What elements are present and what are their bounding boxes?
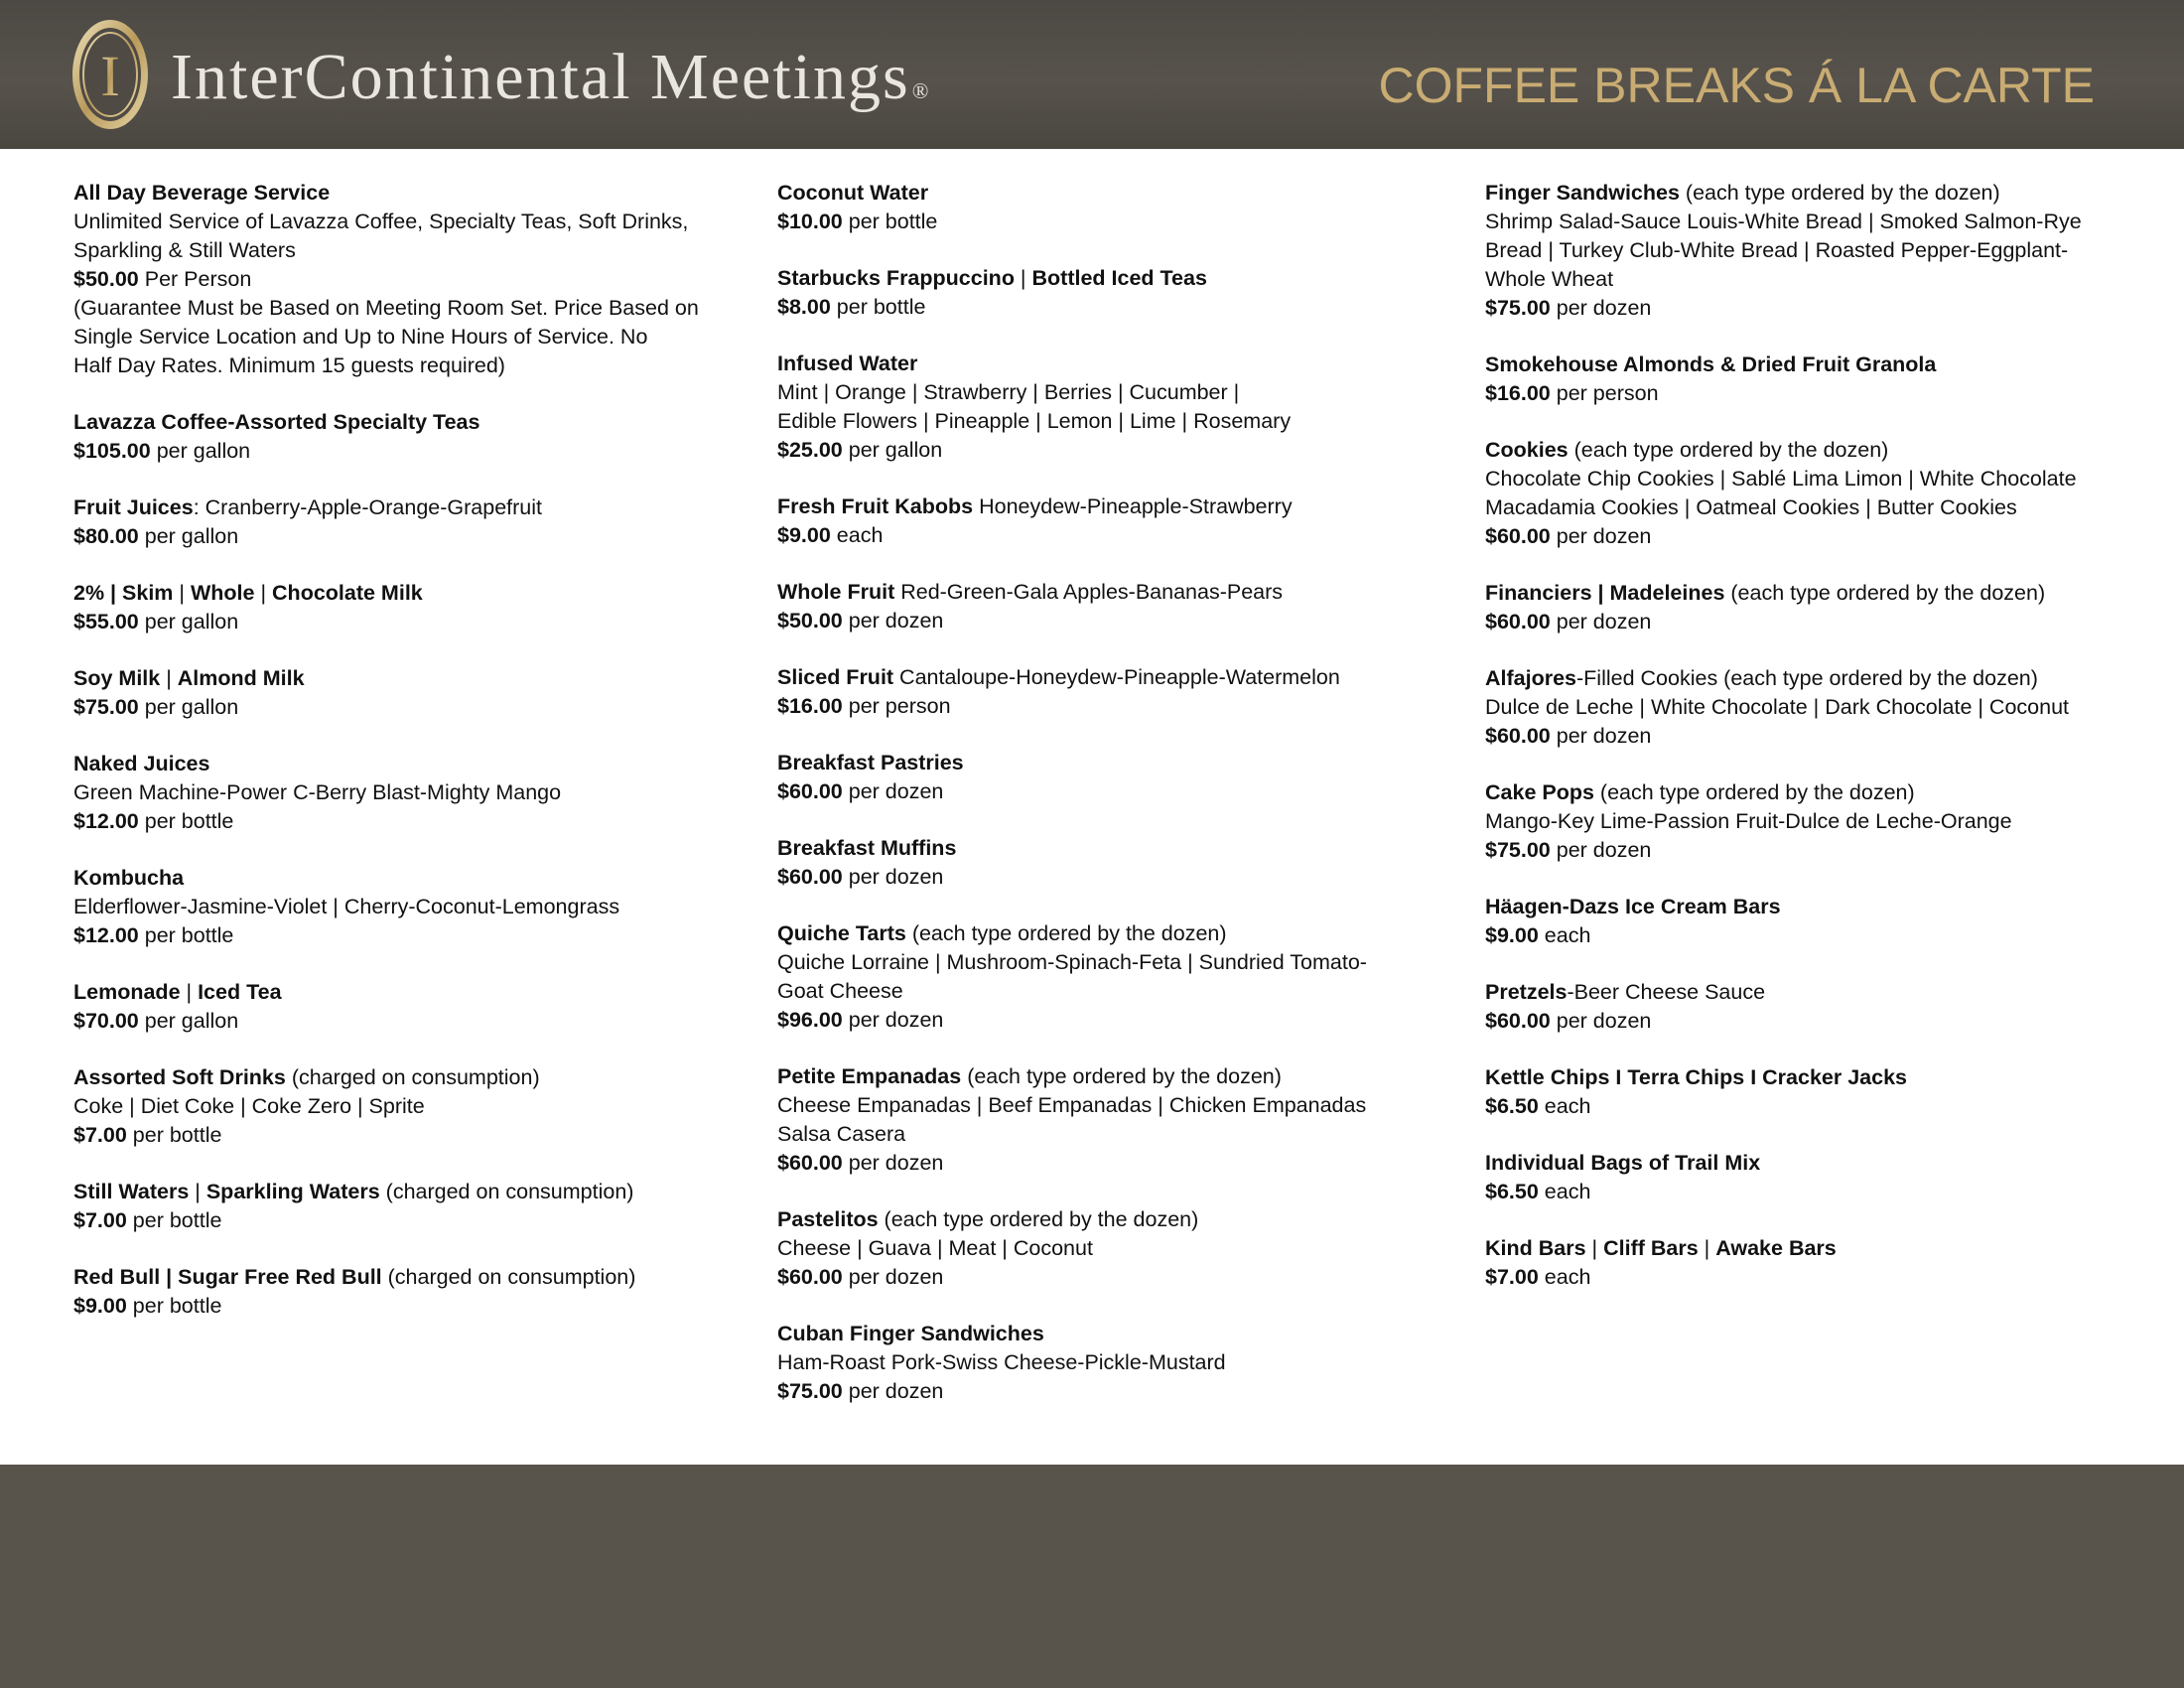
item-name: Starbucks Frappuccino [777, 266, 1015, 290]
item-price-line [777, 521, 1452, 550]
item-price: $60.00 [1485, 1009, 1551, 1033]
menu-item [777, 350, 1452, 465]
item-unit: per dozen [848, 1008, 944, 1032]
item-heading [73, 579, 749, 608]
item-price-line [1485, 522, 2160, 551]
item-name: Iced Tea [198, 980, 282, 1004]
svg-text:I: I [100, 44, 120, 108]
item-unit: per gallon [156, 439, 251, 463]
menu-item [73, 978, 749, 1036]
menu-item [1485, 436, 2160, 551]
item-price-line [777, 607, 1452, 635]
item-heading [73, 864, 749, 893]
item-name: Naked Juices [73, 752, 210, 775]
item-price-line [73, 522, 749, 551]
item-heading [777, 919, 1452, 948]
item-price: $9.00 [1485, 923, 1539, 947]
item-price-line [1485, 722, 2160, 751]
item-price: $60.00 [777, 779, 843, 803]
menu-item [777, 663, 1452, 721]
item-unit: per bottle [848, 210, 938, 233]
item-price: $60.00 [777, 1151, 843, 1175]
item-name: Häagen-Dazs Ice Cream Bars [1485, 895, 1781, 918]
item-name: 2% | Skim [73, 581, 174, 605]
menu-column-sweets [1485, 179, 2160, 1320]
item-unit: each [836, 523, 884, 547]
brand-wordmark [171, 38, 930, 131]
menu-item [1485, 1149, 2160, 1206]
item-name: Alfajores [1485, 666, 1577, 690]
item-price-line [777, 208, 1452, 236]
item-inline-description: (each type ordered by the dozen) [905, 921, 1227, 945]
footer-bar [0, 1465, 2184, 1688]
item-separator: | [1698, 1236, 1716, 1260]
menu-item [777, 1320, 1452, 1406]
item-price-line [777, 436, 1452, 465]
item-name: Still Waters [73, 1180, 190, 1203]
item-price-line [1485, 1178, 2160, 1206]
menu-item [1485, 664, 2160, 751]
item-inline-description: (charged on consumption) [381, 1265, 636, 1289]
menu-item [777, 492, 1452, 550]
item-heading [1485, 893, 2160, 921]
item-unit: each [1544, 1180, 1591, 1203]
item-unit: per bottle [132, 1123, 222, 1147]
item-price: $9.00 [777, 523, 831, 547]
item-unit: each [1544, 923, 1591, 947]
item-name: Chocolate Milk [272, 581, 423, 605]
item-price: $75.00 [1485, 838, 1551, 862]
menu-item [73, 179, 749, 380]
item-heading [1485, 1234, 2160, 1263]
item-description: Sparkling & Still Waters [73, 238, 296, 262]
item-price: $70.00 [73, 1009, 139, 1033]
item-name: Sparkling Waters [205, 1180, 380, 1203]
menu-item [777, 264, 1452, 322]
registered-mark: ® [911, 78, 931, 103]
item-heading [1485, 1149, 2160, 1178]
item-description: Quiche Lorraine | Mushroom-Spinach-Feta | Sundried Tomato- [777, 950, 1367, 974]
item-heading [73, 1263, 749, 1292]
item-description: Mint | Orange | Strawberry | Berries | Cucumber | [777, 380, 1240, 404]
menu-item [777, 179, 1452, 236]
item-name: Kettle Chips I Terra Chips I Cracker Jacks [1485, 1065, 1908, 1089]
item-unit: per dozen [1556, 296, 1652, 320]
item-price-line [777, 777, 1452, 806]
item-description: Shrimp Salad-Sauce Louis-White Bread | Smoked Salmon-Rye [1485, 210, 2082, 233]
item-inline-description: -Beer Cheese Sauce [1567, 980, 1766, 1004]
item-unit: per dozen [848, 779, 944, 803]
item-heading [777, 578, 1452, 607]
item-price: $9.00 [73, 1294, 127, 1318]
item-heading [73, 664, 749, 693]
item-unit: per dozen [848, 865, 944, 889]
item-price-line [777, 1377, 1452, 1406]
item-unit: per person [1556, 381, 1659, 405]
item-heading [1485, 351, 2160, 379]
menu-item [73, 1263, 749, 1321]
menu-column-snacks [777, 179, 1452, 1434]
item-separator: | [1585, 1236, 1604, 1260]
item-separator: | [189, 1180, 206, 1203]
item-price: $80.00 [73, 524, 139, 548]
item-description: Bread | Turkey Club-White Bread | Roasted Pepper-Eggplant- [1485, 238, 2069, 262]
menu-item [73, 664, 749, 722]
menu-item [73, 750, 749, 836]
item-price: $105.00 [73, 439, 151, 463]
menu-item [777, 578, 1452, 635]
item-price-line [1485, 921, 2160, 950]
item-name: Quiche Tarts [777, 921, 906, 945]
menu-item [777, 749, 1452, 806]
item-name: Red Bull | Sugar Free Red Bull [73, 1265, 382, 1289]
item-unit: per bottle [836, 295, 926, 319]
item-name: Lavazza Coffee-Assorted Specialty Teas [73, 410, 480, 434]
item-description: Coke | Diet Coke | Coke Zero | Sprite [73, 1094, 425, 1118]
item-name: Lemonade [73, 980, 181, 1004]
item-inline-description: : Cranberry-Apple-Orange-Grapefruit [193, 495, 542, 519]
menu-column-beverages [73, 179, 749, 1348]
item-price: $7.00 [73, 1208, 127, 1232]
item-description: Whole Wheat [1485, 267, 1614, 291]
item-separator: | [1014, 266, 1032, 290]
item-price-line [73, 693, 749, 722]
item-price-line [73, 1007, 749, 1036]
item-heading [1485, 978, 2160, 1007]
item-name: Cliff Bars [1603, 1236, 1699, 1260]
item-heading [73, 179, 749, 208]
item-description: Elderflower-Jasmine-Violet | Cherry-Coconut-Lemongrass [73, 895, 620, 918]
item-unit: per gallon [144, 524, 239, 548]
item-unit: per gallon [144, 610, 239, 633]
item-unit: per bottle [144, 809, 234, 833]
item-name: Pastelitos [777, 1207, 879, 1231]
item-unit: per dozen [848, 609, 944, 633]
item-price-line [1485, 1007, 2160, 1036]
item-heading [777, 834, 1452, 863]
item-description: Ham-Roast Pork-Swiss Cheese-Pickle-Mustard [777, 1350, 1226, 1374]
item-heading [777, 1205, 1452, 1234]
item-name: All Day Beverage Service [73, 181, 331, 205]
item-price-line [1485, 608, 2160, 636]
item-inline-description: (each type ordered by the dozen) [1724, 581, 2046, 605]
item-price: $75.00 [1485, 296, 1551, 320]
item-note: (Guarantee Must be Based on Meeting Room Set. Price Based on [73, 296, 699, 320]
item-price-line [73, 1292, 749, 1321]
item-heading [777, 1320, 1452, 1348]
item-price: $12.00 [73, 923, 139, 947]
item-inline-description: Red-Green-Gala Apples-Bananas-Pears [894, 580, 1284, 604]
item-price: $50.00 [777, 609, 843, 633]
item-price-line [73, 437, 749, 466]
item-separator: | [254, 581, 273, 605]
item-price: $25.00 [777, 438, 843, 462]
menu-item [1485, 1063, 2160, 1121]
item-price-line [777, 1006, 1452, 1035]
item-name: Cake Pops [1485, 780, 1594, 804]
menu-item [1485, 893, 2160, 950]
item-name: Kombucha [73, 866, 185, 890]
item-inline-description: (charged on consumption) [285, 1065, 540, 1089]
brand-name: InterContinental Meetings [171, 41, 910, 113]
item-name: Finger Sandwiches [1485, 181, 1680, 205]
item-heading [73, 750, 749, 778]
item-heading [73, 978, 749, 1007]
item-inline-description: Cantaloupe-Honeydew-Pineapple-Watermelon [893, 665, 1340, 689]
item-description: Cheese | Guava | Meat | Coconut [777, 1236, 1093, 1260]
item-heading [777, 1062, 1452, 1091]
item-heading [777, 350, 1452, 378]
item-unit: per gallon [848, 438, 943, 462]
item-inline-description: (each type ordered by the dozen) [1679, 181, 2000, 205]
item-note: Half Day Rates. Minimum 15 guests required) [73, 353, 505, 377]
page-title: COFFEE BREAKS Á LA CARTE [1378, 58, 2095, 113]
item-price: $7.00 [73, 1123, 127, 1147]
item-name: Cuban Finger Sandwiches [777, 1322, 1044, 1345]
item-name: Fruit Juices [73, 495, 194, 519]
item-inline-description: (each type ordered by the dozen) [961, 1064, 1282, 1088]
item-name: Whole Fruit [777, 580, 895, 604]
menu-item [73, 408, 749, 466]
item-inline-description: Honeydew-Pineapple-Strawberry [973, 494, 1293, 518]
item-name: Breakfast Muffins [777, 836, 957, 860]
item-name: Financiers | Madeleines [1485, 581, 1725, 605]
menu-item [777, 834, 1452, 892]
item-heading [1485, 664, 2160, 693]
item-description: Goat Cheese [777, 979, 903, 1003]
item-unit: per bottle [132, 1294, 222, 1318]
item-unit: per bottle [132, 1208, 222, 1232]
item-heading [73, 1063, 749, 1092]
item-unit: per dozen [848, 1151, 944, 1175]
item-heading [73, 408, 749, 437]
item-price-line [73, 921, 749, 950]
item-price-line [1485, 379, 2160, 408]
item-price-line [1485, 1263, 2160, 1292]
item-price-line [777, 1149, 1452, 1178]
menu-item [73, 1178, 749, 1235]
item-description: Macadamia Cookies | Oatmeal Cookies | Butter Cookies [1485, 495, 2017, 519]
item-heading [1485, 179, 2160, 208]
item-unit: per dozen [1556, 610, 1652, 633]
item-price-line [777, 692, 1452, 721]
item-name: Awake Bars [1715, 1236, 1837, 1260]
item-price-line [73, 608, 749, 636]
item-name: Smokehouse Almonds & Dried Fruit Granola [1485, 352, 1937, 376]
item-price: $60.00 [1485, 524, 1551, 548]
item-price: $12.00 [73, 809, 139, 833]
item-price: $16.00 [777, 694, 843, 718]
menu-item [1485, 778, 2160, 865]
item-price: $10.00 [777, 210, 843, 233]
item-unit: each [1544, 1265, 1591, 1289]
item-name: Individual Bags of Trail Mix [1485, 1151, 1761, 1175]
menu-item [73, 579, 749, 636]
item-unit: per gallon [144, 695, 239, 719]
item-price: $60.00 [1485, 724, 1551, 748]
item-heading [73, 1178, 749, 1206]
item-unit: per dozen [1556, 838, 1652, 862]
header-bar [0, 0, 2184, 149]
menu-item [777, 1062, 1452, 1178]
item-heading [777, 179, 1452, 208]
item-name: Fresh Fruit Kabobs [777, 494, 974, 518]
item-name: Bottled Iced Teas [1031, 266, 1207, 290]
item-unit: per dozen [1556, 524, 1652, 548]
item-name: Kind Bars [1485, 1236, 1586, 1260]
item-description: Chocolate Chip Cookies | Sablé Lima Limon | White Chocolate [1485, 467, 2077, 491]
item-price-line [1485, 836, 2160, 865]
menu-item [1485, 1234, 2160, 1292]
item-heading [1485, 436, 2160, 465]
item-price-line [73, 1206, 749, 1235]
item-unit: per gallon [144, 1009, 239, 1033]
item-heading [1485, 778, 2160, 807]
item-price-line [73, 1121, 749, 1150]
item-separator: | [160, 666, 178, 690]
item-name: Petite Empanadas [777, 1064, 962, 1088]
menu-item [777, 1205, 1452, 1292]
item-unit: per dozen [848, 1265, 944, 1289]
item-inline-description: -Filled Cookies (each type ordered by the dozen) [1576, 666, 2038, 690]
item-heading [777, 264, 1452, 293]
item-unit: per bottle [144, 923, 234, 947]
item-inline-description: (each type ordered by the dozen) [1593, 780, 1915, 804]
item-heading [1485, 579, 2160, 608]
item-heading [777, 492, 1452, 521]
item-description: Mango-Key Lime-Passion Fruit-Dulce de Leche-Orange [1485, 809, 2012, 833]
item-heading [1485, 1063, 2160, 1092]
item-price: $8.00 [777, 295, 831, 319]
item-price: $7.00 [1485, 1265, 1539, 1289]
item-price-line [73, 807, 749, 836]
item-price-line [1485, 294, 2160, 323]
item-name: Breakfast Pastries [777, 751, 964, 774]
item-price: $50.00 [73, 267, 139, 291]
item-description: Unlimited Service of Lavazza Coffee, Specialty Teas, Soft Drinks, [73, 210, 689, 233]
item-price-line [777, 293, 1452, 322]
item-price: $16.00 [1485, 381, 1551, 405]
item-name: Almond Milk [177, 666, 305, 690]
item-name: Assorted Soft Drinks [73, 1065, 286, 1089]
menu-item [73, 493, 749, 551]
item-price: $60.00 [777, 1265, 843, 1289]
item-name: Sliced Fruit [777, 665, 894, 689]
item-separator: | [180, 980, 199, 1004]
item-inline-description: (charged on consumption) [379, 1180, 634, 1203]
item-price: $6.50 [1485, 1094, 1539, 1118]
item-heading [73, 493, 749, 522]
item-heading [777, 749, 1452, 777]
item-heading [777, 663, 1452, 692]
item-unit: per person [848, 694, 951, 718]
item-inline-description: (each type ordered by the dozen) [1568, 438, 1889, 462]
item-description: Cheese Empanadas | Beef Empanadas | Chicken Empanadas [777, 1093, 1367, 1117]
item-price: $60.00 [1485, 610, 1551, 633]
item-unit: per dozen [1556, 1009, 1652, 1033]
menu-item [73, 864, 749, 950]
item-unit: each [1544, 1094, 1591, 1118]
item-price: $96.00 [777, 1008, 843, 1032]
item-unit: Per Person [144, 267, 252, 291]
menu-item [1485, 351, 2160, 408]
item-price-line [1485, 1092, 2160, 1121]
item-name: Cookies [1485, 438, 1569, 462]
item-price: $6.50 [1485, 1180, 1539, 1203]
item-price-line [777, 863, 1452, 892]
item-price: $60.00 [777, 865, 843, 889]
item-description: Edible Flowers | Pineapple | Lemon | Lime | Rosemary [777, 409, 1292, 433]
item-name: Coconut Water [777, 181, 929, 205]
menu-item [73, 1063, 749, 1150]
item-description: Salsa Casera [777, 1122, 906, 1146]
menu-item [777, 919, 1452, 1035]
item-price-line [777, 1263, 1452, 1292]
item-inline-description: (each type ordered by the dozen) [878, 1207, 1199, 1231]
item-price: $75.00 [777, 1379, 843, 1403]
intercontinental-logo-icon [69, 16, 151, 133]
item-price: $75.00 [73, 695, 139, 719]
menu-item [1485, 179, 2160, 323]
menu-item [1485, 579, 2160, 636]
item-description: Green Machine-Power C-Berry Blast-Mighty Mango [73, 780, 562, 804]
item-price-line [73, 265, 749, 294]
item-separator: | [173, 581, 191, 605]
item-name: Whole [190, 581, 255, 605]
item-unit: per dozen [1556, 724, 1652, 748]
item-description: Dulce de Leche | White Chocolate | Dark Chocolate | Coconut [1485, 695, 2070, 719]
item-unit: per dozen [848, 1379, 944, 1403]
item-name: Pretzels [1485, 980, 1568, 1004]
item-name: Infused Water [777, 352, 918, 375]
item-note: Single Service Location and Up to Nine Hours of Service. No [73, 325, 648, 349]
item-name: Soy Milk [73, 666, 161, 690]
menu-item [1485, 978, 2160, 1036]
item-price: $55.00 [73, 610, 139, 633]
